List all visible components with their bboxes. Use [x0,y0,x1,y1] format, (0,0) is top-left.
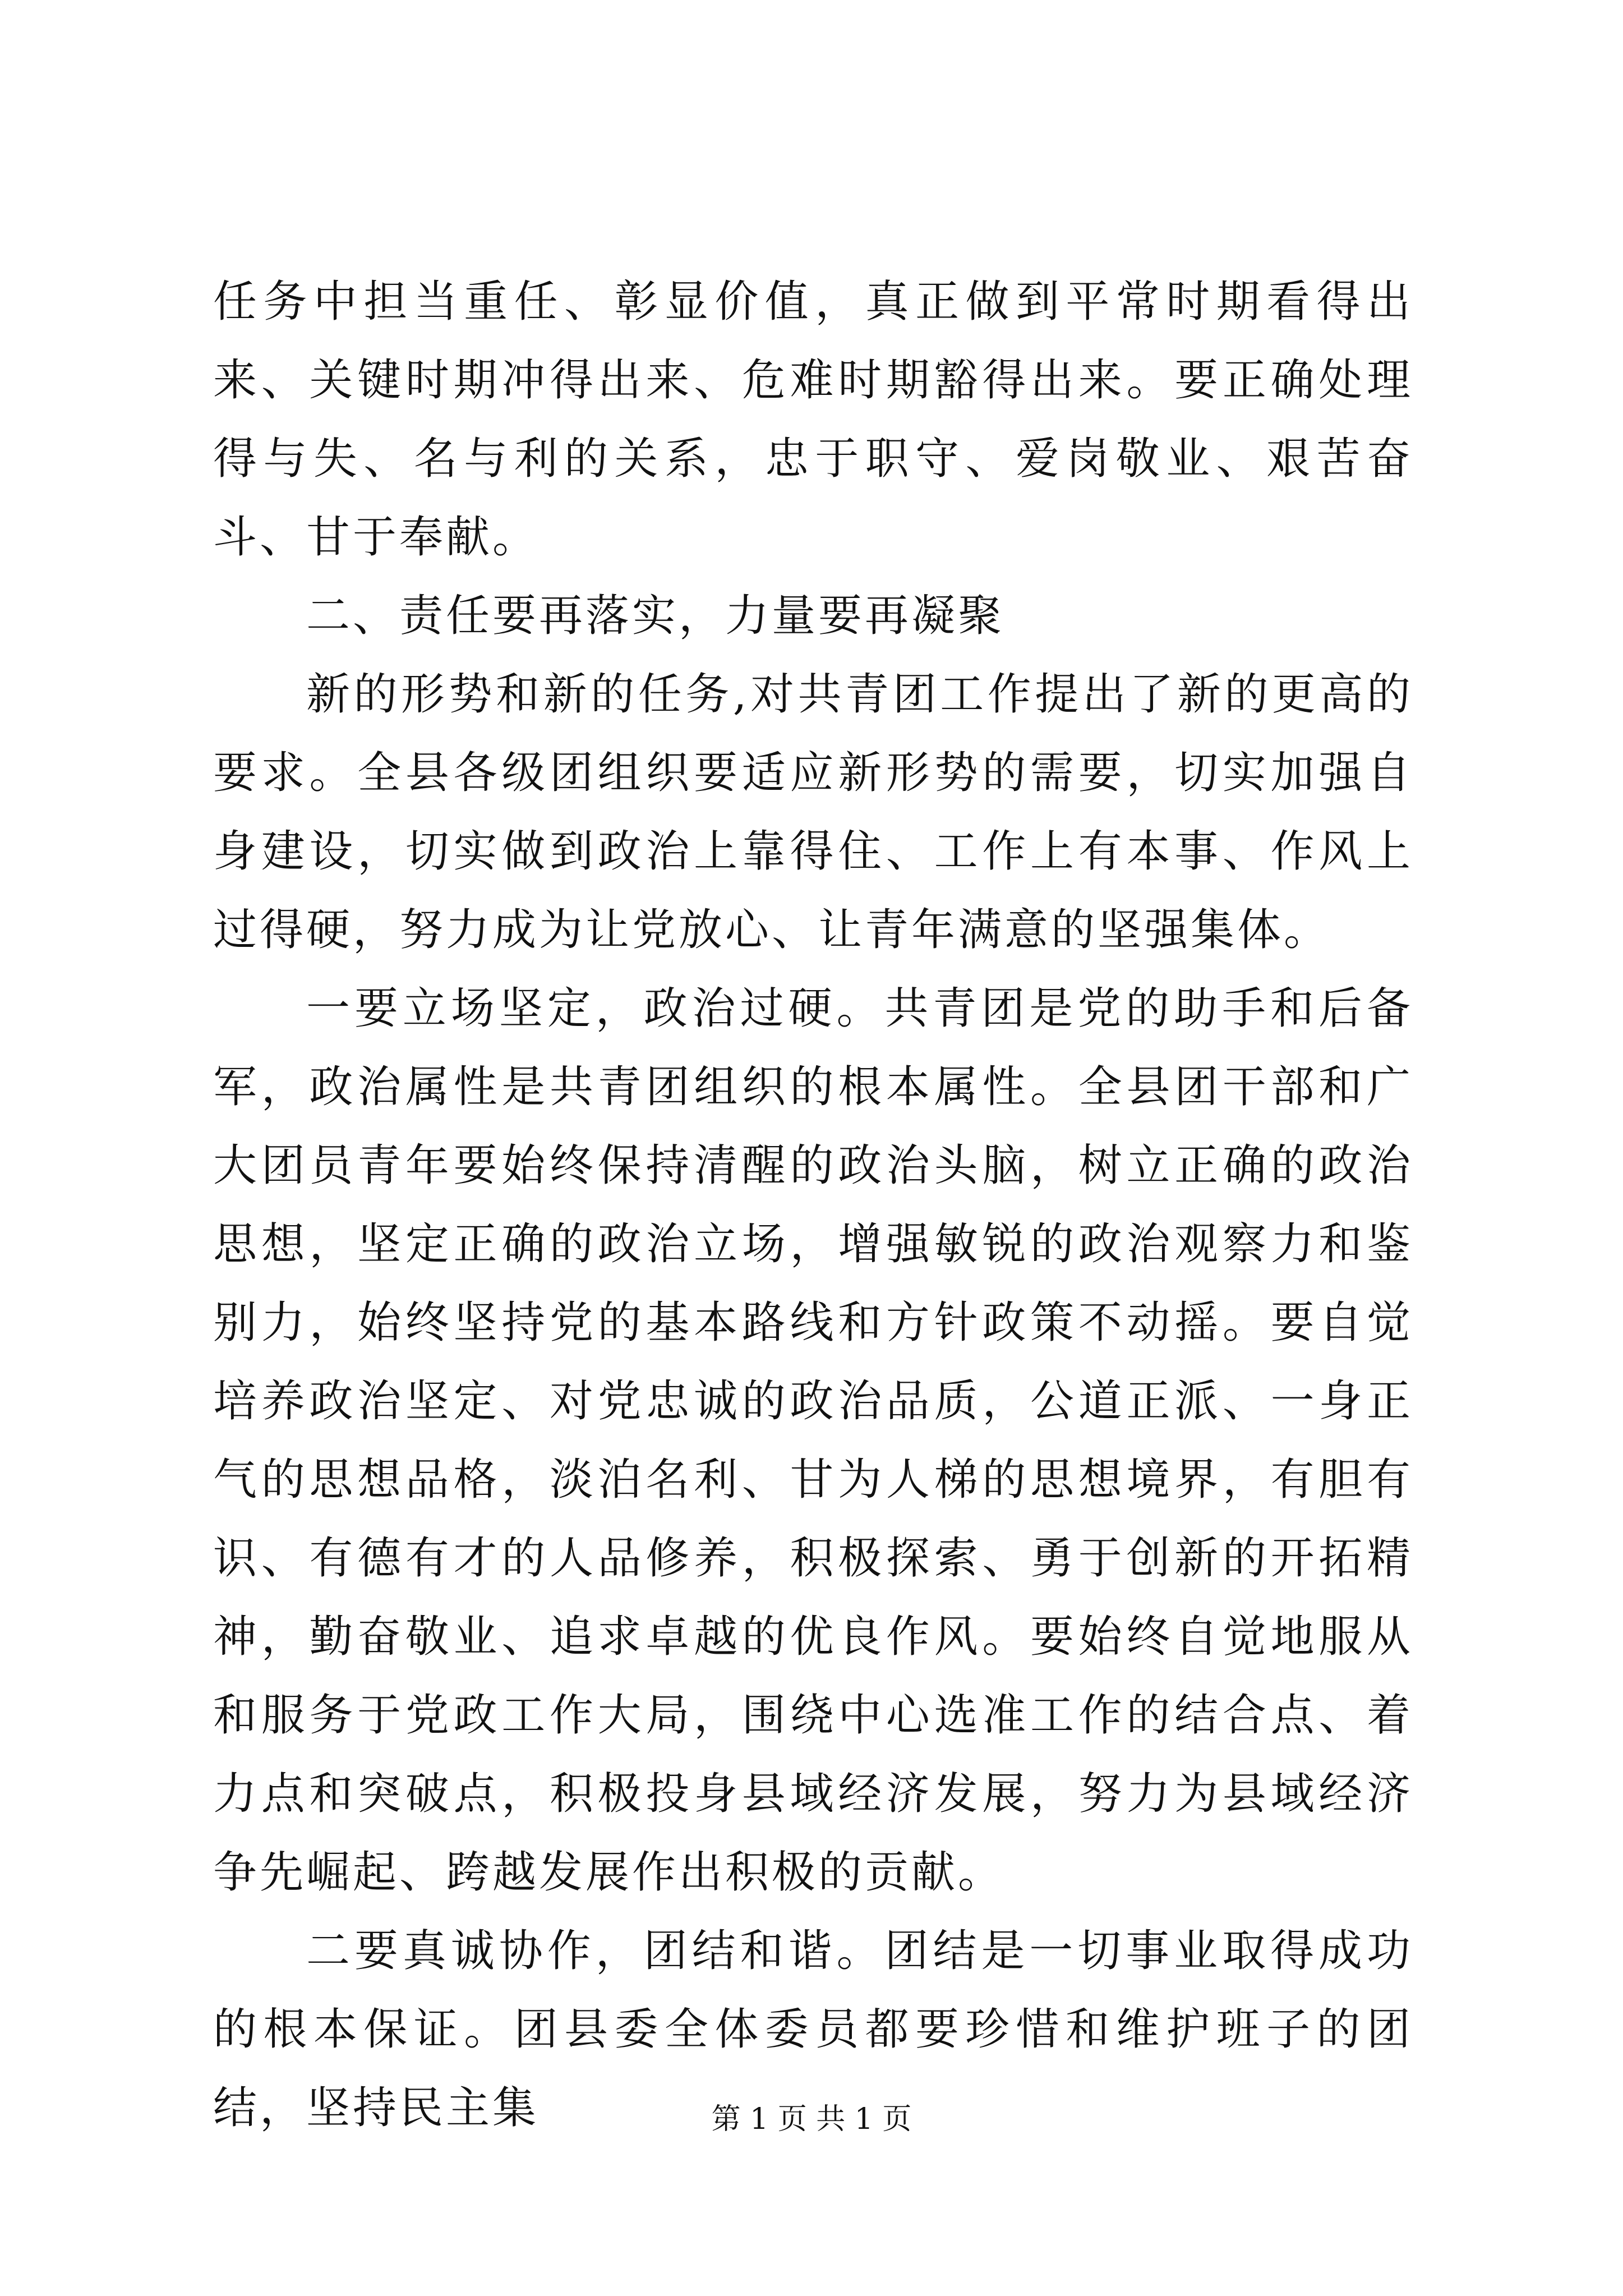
paragraph-1: 任务中担当重任、彰显价值，真正做到平常时期看得出来、关键时期冲得出来、危难时期豁得出来。要正确处理得与失、名与利的关系，忠于职守、爱岗敬业、艰苦奋斗、甘于奉献。 [213,277,1413,563]
paragraph-2: 新的形势和新的任务,对共青团工作提出了新的更高的要求。全县各级团组织要适应新形势的需要，切实加强自身建设，切实做到政治上靠得住、工作上有本事、作风上过得硬，努力成为让党放心、让青年满意的坚强集体。 [213,669,1413,955]
paragraph-3: 一要立场坚定，政治过硬。共青团是党的助手和后备军，政治属性是共青团组织的根本属性。全县团干部和广大团员青年要始终保持清醒的政治头脑，树立正确的政治思想，坚定正确的政治立场，增强敏锐的政治观察力和鉴别力，始终坚持党的基本路线和方针政策不动摇。要自觉培养政治坚定、对党忠诚的政治品质，公道正派、一身正气的思想品格，淡泊名利、甘为人梯的思想境界，有胆有识、有德有才的人品修养，积极探索、勇于创新的开拓精神，勤奋敬业、追求卓越的优良作风。要始终自觉地服从和服务于党政工作大局，围绕中心选准工作的结合点、着力点和突破点，积极投身县域经济发展，努力为县域经济争先崛起、跨越发展作出积极的贡献。 [213,983,1413,1898]
section-heading: 二、责任要再落实，力量要再凝聚 [306,591,1005,641]
paragraph-4: 二要真诚协作，团结和谐。团结是一切事业取得成功的根本保证。团县委全体委员都要珍惜和维护班子的团结，坚持民主集 [213,1926,1413,2133]
document-body [213,263,1413,2147]
page-footer: 第 1 页 共 1 页 [711,2102,912,2136]
